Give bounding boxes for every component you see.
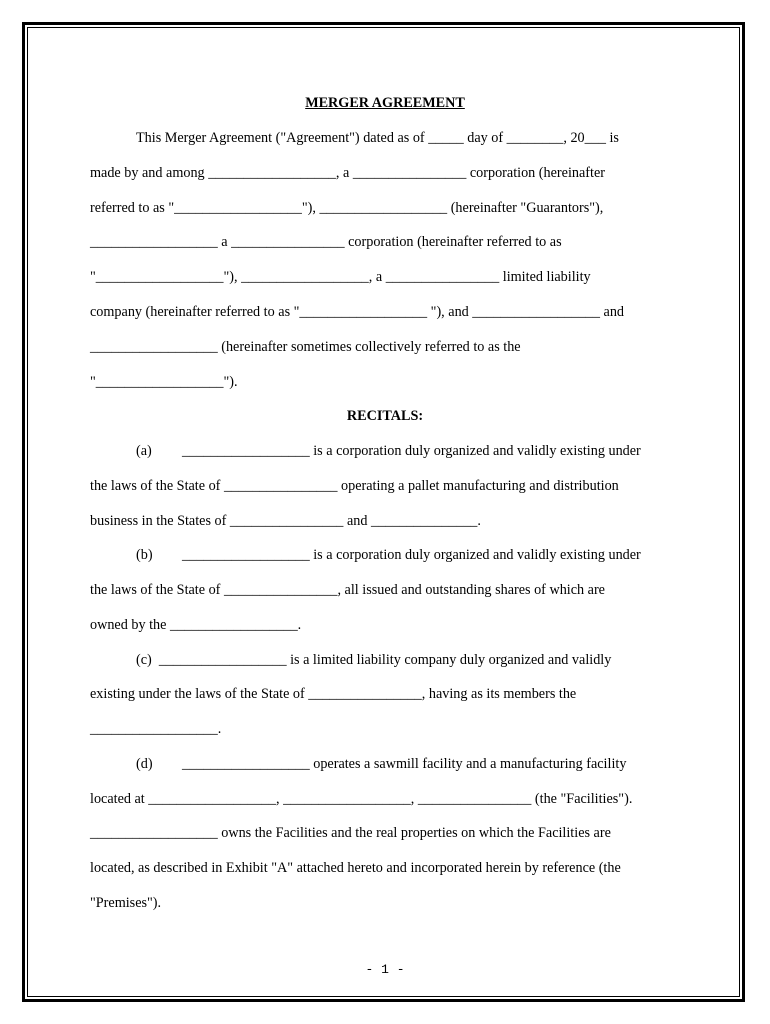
recital-a-first-line [136,441,641,461]
recital-d-line-5: "Premises"). [90,895,162,911]
recital-c-first-line [136,650,611,670]
recital-a-line-2: the laws of the State of ________________ operating a pallet manufacturing and distribution [90,478,619,494]
recital-c-line-3: __________________. [90,721,222,737]
recital-a-text: __________________ is a corporation duly organized and validly existing under [182,443,641,459]
recital-d-first-line [136,754,626,774]
recital-d-line-3: __________________ owns the Facilities and the real properties on which the Facilities are [90,825,611,841]
document-title: MERGER AGREEMENT [305,95,465,111]
recital-b-line-3: owned by the __________________. [90,617,302,633]
recital-b-line-2: the laws of the State of ________________, all issued and outstanding shares of which are [90,582,605,598]
intro-line-7: __________________ (hereinafter sometimes collectively referred to as the [90,339,521,355]
recital-b-text: __________________ is a corporation duly organized and validly existing under [182,547,641,563]
intro-line-5: "__________________"), __________________, a ________________ limited liability [90,269,591,285]
recital-c-label: (c) [136,652,152,668]
recital-d-line-2: located at __________________, __________________, ________________ (the "Facilities"). [90,791,633,807]
recital-d-text: __________________ operates a sawmill facility and a manufacturing facility [182,756,627,772]
recital-c-text: __________________ is a limited liability company duly organized and validly [158,652,612,668]
intro-line-8: "__________________"). [90,374,238,390]
intro-line-3: referred to as "__________________"), __________________ (hereinafter "Guarantors"), [90,200,604,216]
intro-line-2: made by and among __________________, a ________________ corporation (hereinafter [90,165,605,181]
intro-line-4: __________________ a ________________ corporation (hereinafter referred to as [90,234,562,250]
intro-line-1: This Merger Agreement ("Agreement") dated as of _____ day of ________, 20___ is [136,130,619,146]
recital-b-first-line [136,545,641,565]
intro-line-6: company (hereinafter referred to as "__________________ "), and __________________ and [90,304,625,320]
recital-d-label: (d) [136,756,153,772]
recital-a-line-3: business in the States of ________________ and _______________. [90,513,481,529]
recital-d-line-4: located, as described in Exhibit "A" attached hereto and incorporated herein by reference (the [90,860,621,876]
recital-a-label: (a) [136,443,152,459]
recital-c-line-2: existing under the laws of the State of ________________, having as its members the [90,686,577,702]
recital-b-label: (b) [136,547,153,563]
recitals-heading: RECITALS: [346,408,424,424]
page-number: - 1 - [365,962,405,977]
